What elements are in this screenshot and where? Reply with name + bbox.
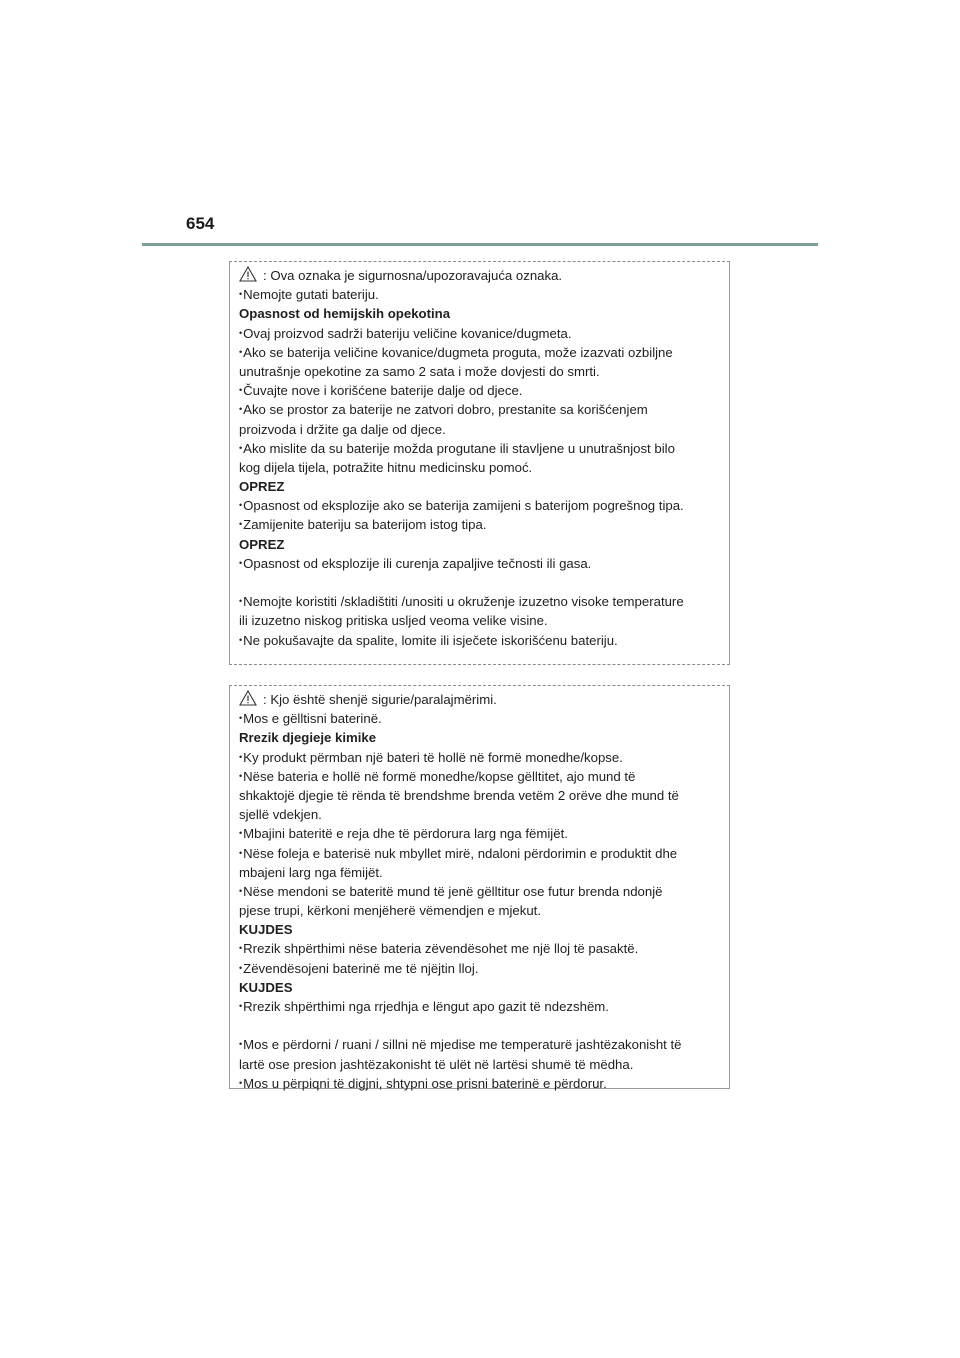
bullet-dot-icon: • [239,943,243,954]
bullet-dot-icon: • [239,1077,243,1088]
warning-triangle-icon [239,266,257,287]
section-heading [239,477,721,496]
continuation-line [239,863,721,882]
line-text: ili izuzetno niskog pritiska usljed veoma velike visine. [239,613,548,629]
header-rule [142,243,818,246]
section-heading [239,535,721,554]
bullet-item [239,997,721,1016]
line-text: Opasnost od hemijskih opekotina [239,306,451,322]
line-text: Mbajini bateritë e reja dhe të përdorura larg nga fëmijët. [243,826,568,842]
warning-symbol-line [239,266,721,285]
continuation-line [239,362,721,381]
line-text: Ne pokušavajte da spalite, lomite ili isječete iskorišćenu bateriju. [243,632,618,648]
bullet-item [239,400,721,419]
line-text: Nëse bateria e hollë në formë monedhe/kopse gëlltitet, ajo mund të [243,768,636,784]
bullet-item [239,709,721,728]
warning-box-bosnian [229,261,730,665]
line-text: Rrezik shpërthimi nëse bateria zëvendësohet me një lloj të pasaktë. [243,941,639,957]
line-text: Ako se baterija veličine kovanice/dugmeta proguta, može izazvati ozbiljne [243,344,673,360]
line-text: Opasnost od eksplozije ako se baterija zamijeni s baterijom pogrešnog tipa. [243,498,684,514]
line-text: Ovaj proizvod sadrži bateriju veličine kovanice/dugmeta. [243,325,572,341]
line-text: kog dijela tijela, potražite hitnu medicinsku pomoć. [239,459,533,475]
bullet-item [239,767,721,786]
line-text: Nemojte koristiti /skladištiti /unositi u okruženje izuzetno visoke temperature [243,594,684,610]
bullet-dot-icon: • [239,346,243,357]
line-text: Rrezik shpërthimi nga rrjedhja e lëngut apo gazit të ndezshëm. [243,999,609,1014]
line-text: Mos u përpiqni të digjni, shtypni ose prisni baterinë e përdorur. [243,1075,607,1091]
bullet-item [239,592,721,611]
bullet-dot-icon: • [239,327,243,338]
continuation-line [239,611,721,630]
blank-line [239,1016,721,1035]
line-text: Ako se prostor za baterije ne zatvori dobro, prestanite sa korišćenjem [243,402,648,418]
bullet-dot-icon: • [239,847,243,858]
bullet-dot-icon: • [239,385,243,396]
bullet-dot-icon: • [239,442,243,453]
bullet-dot-icon: • [239,634,243,645]
section-heading [239,978,721,997]
line-text: Ky produkt përmban një bateri të hollë në formë monedhe/kopse. [243,749,623,765]
bullet-dot-icon: • [239,1039,243,1050]
bullet-dot-icon: • [239,596,243,607]
line-text: Zamijenite bateriju sa baterijom istog tipa. [243,517,487,533]
blank-line [239,573,721,592]
bullet-item [239,748,721,767]
line-text: KUJDES [239,979,293,995]
bullet-dot-icon: • [239,404,243,415]
bullet-dot-icon: • [239,519,243,530]
bullet-item [239,1074,721,1093]
line-text: lartë ose presion jashtëzakonisht të ulët në lartësi shumë të mëdha. [239,1056,634,1072]
bullet-item [239,496,721,515]
line-text: Nëse foleja e baterisë nuk mbyllet mirë, ndaloni përdorimin e produktit dhe [243,845,678,861]
bullet-dot-icon: • [239,1001,243,1011]
line-text: Rrezik djegieje kimike [239,730,377,746]
section-heading [239,304,721,323]
bullet-dot-icon: • [239,713,243,724]
line-text: OPREZ [239,479,285,495]
bullet-item [239,939,721,958]
warning-triangle-icon [239,690,257,711]
line-text: Opasnost od eksplozije ili curenja zapaljive tečnosti ili gasa. [243,555,592,571]
bullet-item [239,439,721,458]
bullet-dot-icon: • [239,500,243,511]
line-text: Nemojte gutati bateriju. [243,287,379,303]
bullet-item [239,824,721,843]
continuation-line [239,1055,721,1074]
bullet-item [239,554,721,573]
bullet-item [239,285,721,304]
bullet-item [239,959,721,978]
bullet-item [239,882,721,901]
line-text: unutrašnje opekotine za samo 2 sata i može dovjesti do smrti. [239,363,600,379]
line-text: OPREZ [239,536,285,552]
continuation-line [239,805,721,824]
line-text: : Kjo është shenjë sigurie/paralajmërimi. [263,692,497,707]
line-text: pjese trupi, kërkoni menjëherë vëmendjen e mjekut. [239,903,542,919]
bullet-dot-icon: • [239,828,243,839]
line-text: KUJDES [239,922,293,938]
bullet-item [239,1035,721,1054]
section-heading [239,920,721,939]
line-text: Ako mislite da su baterije možda progutane ili stavljene u unutrašnjost bilo [243,440,675,456]
line-text: proizvoda i držite ga dalje od djece. [239,421,446,437]
line-text: Nëse mendoni se bateritë mund të jenë gëlltitur ose futur brenda ndonjë [243,883,663,899]
bullet-dot-icon: • [239,770,243,781]
line-text: Čuvajte nove i korišćene baterije dalje od djece. [243,383,523,399]
continuation-line [239,786,721,805]
bullet-dot-icon: • [239,751,243,762]
line-text: mbajeni larg nga fëmijët. [239,864,383,880]
section-heading [239,728,721,747]
line-text: Mos e gëlltisni baterinë. [243,711,382,727]
warning-box-albanian [229,685,730,1089]
bullet-item [239,631,721,650]
bullet-dot-icon: • [239,885,243,896]
line-text: Mos e përdorni / ruani / sillni në mjedise me temperaturë jashtëzakonisht të [243,1037,682,1053]
warning-symbol-line [239,690,721,709]
bullet-item [239,324,721,343]
bullet-item [239,844,721,863]
bullet-dot-icon: • [239,557,243,568]
line-text: shkaktojë djegie të rënda të brendshme brenda vetëm 2 orëve dhe mund të [239,787,679,803]
line-text: sjellë vdekjen. [239,807,322,823]
page-number: 654 [186,214,215,233]
bullet-item [239,381,721,400]
continuation-line [239,458,721,477]
bullet-item [239,515,721,534]
continuation-line [239,420,721,439]
line-text: Zëvendësojeni baterinë me të njëjtin lloj. [243,960,479,976]
line-text: : Ova oznaka je sigurnosna/upozoravajuća oznaka. [263,268,563,283]
bullet-dot-icon: • [239,962,243,973]
bullet-dot-icon: • [239,289,243,300]
continuation-line [239,901,721,920]
bullet-item [239,343,721,362]
